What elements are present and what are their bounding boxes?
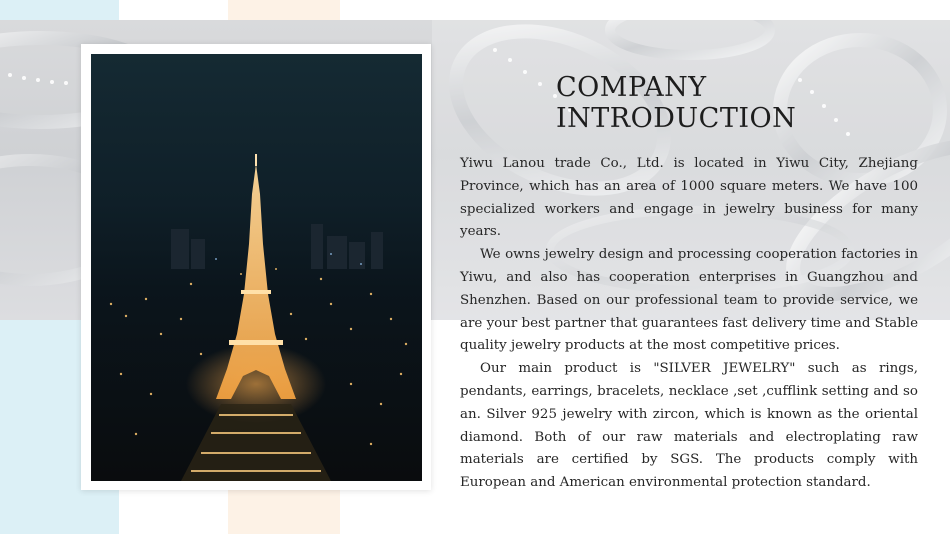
eiffel-tower-night-photo [91,54,422,481]
section-title [556,72,886,134]
title-line-2: INTRODUCTION [556,103,797,134]
paragraph-location: Yiwu Lanou trade Co., Ltd. is located in Yiwu City, Zhejiang Province, which has an area of 1000 square meters. We have 100 specialized workers and engage in jewelry business for many years. [460,156,918,240]
eiffel-tower-illustration [91,54,422,481]
paragraph-cooperation: We owns jewelry design and processing cooperation factories in Yiwu, and also has cooperation enterprises in Guangzhou and Shenzhen. Based on our professional team to provide service, we are your best partner that guarantees fast delivery time and Stable quality jewelry products at the most competitive prices. [460,247,918,354]
title-line-1: COMPANY [556,72,707,103]
paragraph-products: Our main product is "SILVER JEWELRY" such as rings, pendants, earrings, bracelets, necklace ,set ,cufflink setting and so an. Silver 925 jewelry with zircon, which is known as the oriental diamond. Both of our raw materials and electroplating raw materials are certified by SGS. The products comply with European and American environmental protection standard. [460,361,918,491]
company-description [460,153,918,495]
